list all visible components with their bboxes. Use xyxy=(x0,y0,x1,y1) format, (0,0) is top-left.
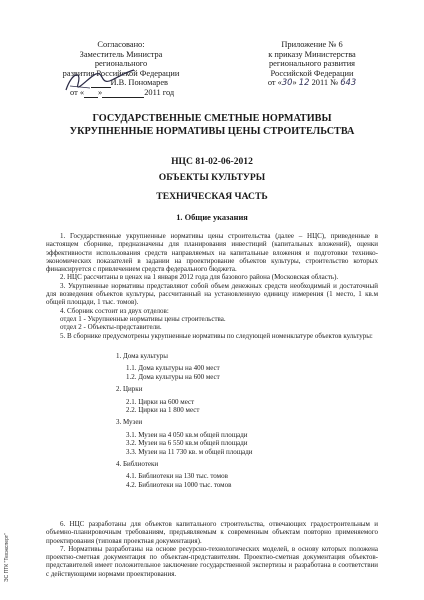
paragraph-4: 4. Сборник состоит из двух отделов: xyxy=(60,306,169,315)
order-line3: Российской Федерации xyxy=(270,68,354,78)
closing-provisions xyxy=(46,520,378,578)
list-item: 2.2. Цирки на 1 800 мест xyxy=(126,406,200,415)
general-provisions xyxy=(46,232,378,340)
signature-icon xyxy=(60,66,140,96)
list-item: 1.1. Дома культуры на 400 мест xyxy=(126,364,220,373)
list-item: 2.1. Цирки на 600 мест xyxy=(126,397,195,406)
list-item: 1. Дома культуры xyxy=(116,352,168,360)
list-item: 4.2. Библиотеки на 1000 тыс. томов xyxy=(126,480,232,489)
approval-date: от « » 2011 год xyxy=(70,87,175,97)
list-item: 4. Библиотеки xyxy=(116,460,159,469)
section-heading: 1. Общие указания xyxy=(176,213,248,222)
appendix-label: Приложение № 6 xyxy=(281,40,343,49)
paragraph-1: 1. Государственные укрупненные нормативы цены строительства (далее – НЦС), приведенные в настоящем сборнике, предназначены для планирования инвестиций (капитальных вложений), оценки эффективности использования средств направляемых на капитальные вложения и подготовки технико-экономических показателей в задании на проектирование объектов культуры, строительство которых финансируется с привлечением средств федерального бюджета. xyxy=(46,232,378,274)
paragraph-6: 6. НЦС разработаны для объектов капитального строительства, отвечающих градостроительным и объемно-планировочным требованиям, предъявляемым к современным объектам повторно применяемого проектирования (типовая проектная документация). xyxy=(46,520,378,545)
list-item: 4.1. Библиотеки на 130 тыс. томов xyxy=(126,472,228,481)
order-date: от «30» 12 2011 № 643 xyxy=(267,77,357,88)
approver-name: И.В. Пономарев xyxy=(62,78,180,88)
agreed-label: Согласовано: xyxy=(97,40,145,49)
order-block xyxy=(248,40,376,88)
list-item: 2. Цирки xyxy=(116,385,143,394)
paragraph-4-dept2: отдел 2 - Объекты-представители. xyxy=(60,323,162,332)
title-line1: ГОСУДАРСТВЕННЫЕ СМЕТНЫЕ НОРМАТИВЫ xyxy=(92,113,332,124)
list-item: 3. Музеи xyxy=(116,418,143,427)
approver-position-line1: Заместитель Министра регионального xyxy=(79,49,163,69)
list-item: 3.3. Музеи на 11 730 кв. м общей площади xyxy=(126,447,253,456)
paragraph-4-dept1: отдел 1 - Укрупненные нормативы цены строительства. xyxy=(60,314,226,323)
side-stamp: ЭС ПТК "Техэксперт" xyxy=(4,533,10,582)
paragraph-5: 5. В сборнике предусмотрены укрупненные нормативы по следующей номенклатуре объектов культуры: xyxy=(60,331,373,340)
order-line1: к приказу Министерства xyxy=(268,49,356,59)
approver-position-line2: развития Российской Федерации xyxy=(62,68,180,78)
list-item: 3.2. Музеи на 6 550 кв.м общей площади xyxy=(126,439,248,448)
document-subject: ОБЪЕКТЫ КУЛЬТУРЫ xyxy=(158,172,266,183)
list-item: 3.1. Музеи на 4 050 кв.м общей площади xyxy=(126,430,248,439)
title-line2: УКРУПНЕННЫЕ НОРМАТИВЫ ЦЕНЫ СТРОИТЕЛЬСТВА xyxy=(69,126,355,137)
nomenclature-list xyxy=(116,352,336,489)
document-title xyxy=(0,112,424,138)
paragraph-3: 3. Укрупненные нормативы представляют собой объем денежных средств необходимый и достаточный для возведения объектов культуры, рассчитанный на установленную единицу измерения (1 место, 1 кв.м общей площади, 1 тыс. томов). xyxy=(46,281,378,307)
list-item: 1.2. Дома культуры на 600 мест xyxy=(126,372,220,381)
part-heading: ТЕХНИЧЕСКАЯ ЧАСТЬ xyxy=(156,191,268,202)
document-code: НЦС 81-02-06-2012 xyxy=(171,156,253,167)
paragraph-2: 2. НЦС рассчитаны в ценах на 1 января 2012 года для базового района (Московская область). xyxy=(60,273,339,282)
paragraph-7: 7. Нормативы разработаны на основе ресурсно-технологических моделей, в основу которых положена проектно-сметная документация по объектам-представителям. Проектно-сметная документация объектов-представителей имеет положительное заключение государственной экспертизы и разработана в соответствии с действующими нормами проектирования. xyxy=(46,544,378,578)
order-line2: регионального развития xyxy=(268,59,356,69)
